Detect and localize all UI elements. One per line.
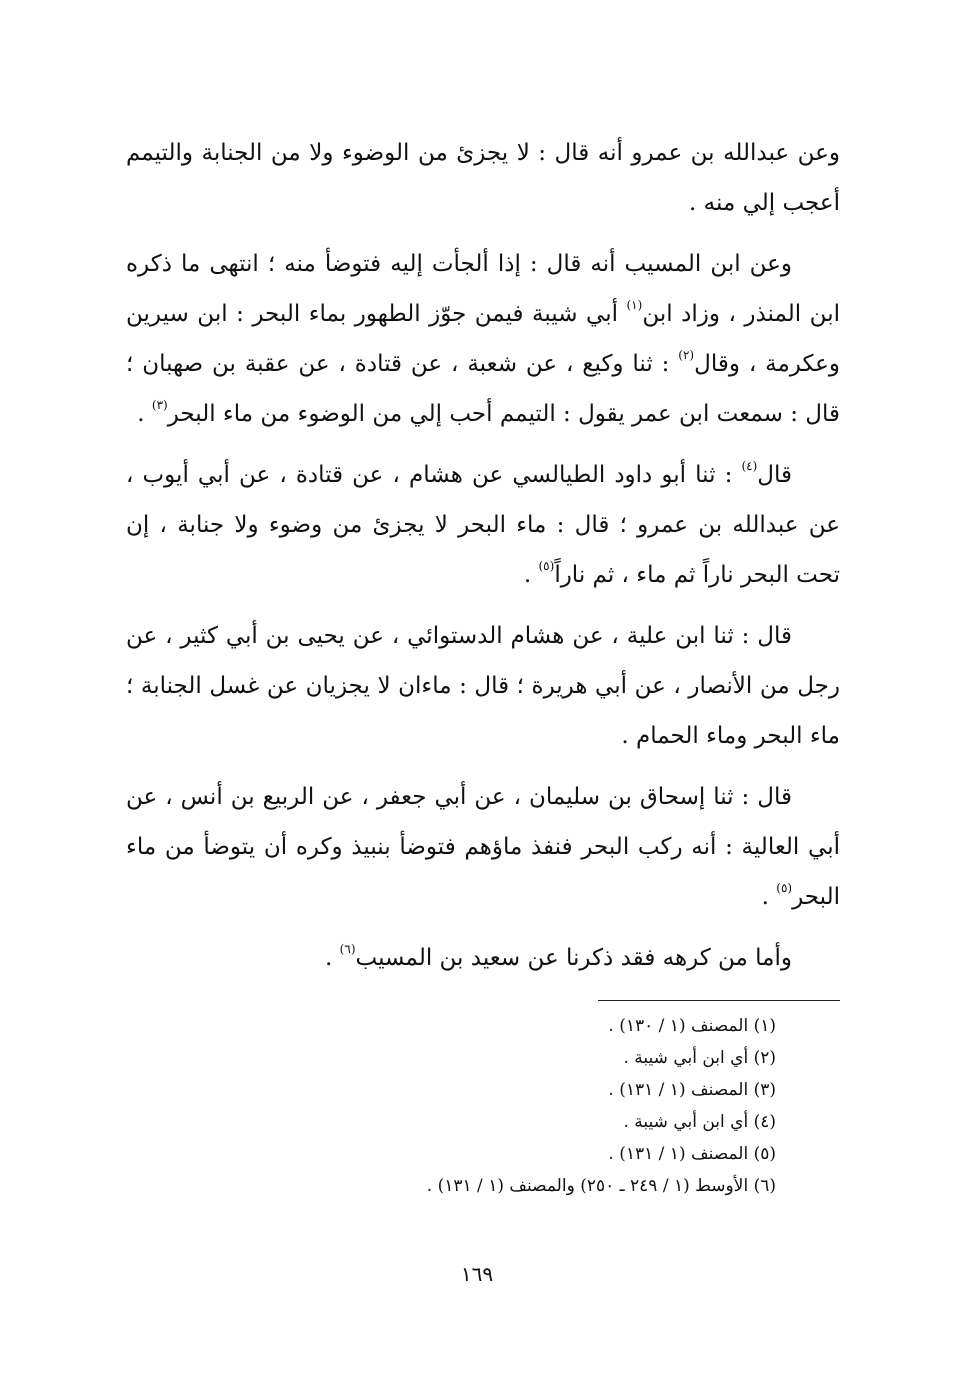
paragraph bbox=[126, 239, 840, 439]
footnote: (٤) أي ابن أبي شيبة . bbox=[623, 1112, 776, 1132]
paragraph-text: : ثنا وكيع ، عن شعبة ، عن قتادة ، عن عقبة بن صهبان ؛ قال : سمعت ابن عمر يقول : التيمم أحب إلي من الوضوء من ماء البحر bbox=[126, 351, 840, 427]
paragraph-text: قال bbox=[757, 462, 792, 488]
paragraph bbox=[126, 450, 840, 600]
paragraph-text: . bbox=[523, 562, 539, 588]
paragraph-text: وأما من كرهه فقد ذكرنا عن سعيد بن المسيب bbox=[355, 945, 792, 971]
paragraph bbox=[126, 611, 840, 761]
paragraph-text: : ثنا أبو داود الطيالسي عن هشام ، عن قتادة ، عن أبي أيوب ، عن عبدالله بن عمرو ؛ قال : ماء البحر لا يجزئ من وضوء ولا جنابة ، إن تحت البحر ناراً ثم ماء ، ثم ناراً bbox=[126, 462, 840, 588]
paragraph-text: قال : ثنا إسحاق بن سليمان ، عن أبي جعفر ، عن الربيع بن أنس ، عن أبي العالية : أنه ركب البحر فنفذ ماؤهم فتوضأ بنبيذ وكره أن يتوضأ من ماء البحر bbox=[126, 784, 840, 910]
footnote: (٣) المصنف (١ / ١٣١) . bbox=[608, 1080, 776, 1100]
footnote-ref: (٢) bbox=[678, 348, 695, 362]
footnote-ref: (٤) bbox=[741, 459, 758, 473]
footnote: (٢) أي ابن أبي شيبة . bbox=[623, 1048, 776, 1068]
paragraph-text: . bbox=[761, 884, 777, 910]
paragraph-text: وعن ابن المسيب أنه قال : إذا ألجأت إليه فتوضأ منه ؛ انتهى ما ذكره ابن المنذر ، وزاد ابن bbox=[126, 251, 840, 327]
paragraph-text: أبي شيبة فيمن جوّز الطهور بماء البحر : ابن سيرين وعكرمة ، وقال bbox=[126, 301, 840, 377]
footnote-ref: (٥) bbox=[776, 881, 793, 895]
main-text bbox=[126, 128, 840, 994]
footnote-ref: (٦) bbox=[339, 942, 356, 956]
paragraph-text: . bbox=[325, 945, 340, 971]
footnote: (١) المصنف (١ / ١٣٠) . bbox=[608, 1016, 776, 1036]
paragraph-text: . bbox=[137, 401, 152, 427]
paragraph-text: وعن عبدالله بن عمرو أنه قال : لا يجزئ من الوضوء ولا من الجنابة والتيمم أعجب إلي منه . bbox=[126, 140, 840, 216]
paragraph bbox=[126, 128, 840, 228]
footnote: (٦) الأوسط (١ / ٢٤٩ ـ ٢٥٠) والمصنف (١ / ١٣١) . bbox=[426, 1176, 776, 1196]
footnote: (٥) المصنف (١ / ١٣١) . bbox=[608, 1144, 776, 1164]
page-number: ١٦٩ bbox=[460, 1262, 494, 1286]
footnote-separator bbox=[598, 1000, 840, 1001]
paragraph-text: قال : ثنا ابن علية ، عن هشام الدستوائي ، عن يحيى بن أبي كثير ، عن رجل من الأنصار ، عن أبي هريرة ؛ قال : ماءان لا يجزيان عن غسل الجنابة ؛ ماء البحر وماء الحمام . bbox=[126, 623, 840, 749]
footnotes bbox=[256, 1010, 776, 1202]
paragraph bbox=[126, 772, 840, 922]
paragraph bbox=[126, 933, 840, 983]
footnote-ref: (١) bbox=[626, 298, 643, 312]
footnote-ref: (٥) bbox=[538, 559, 555, 573]
footnote-ref: (٣) bbox=[151, 398, 168, 412]
